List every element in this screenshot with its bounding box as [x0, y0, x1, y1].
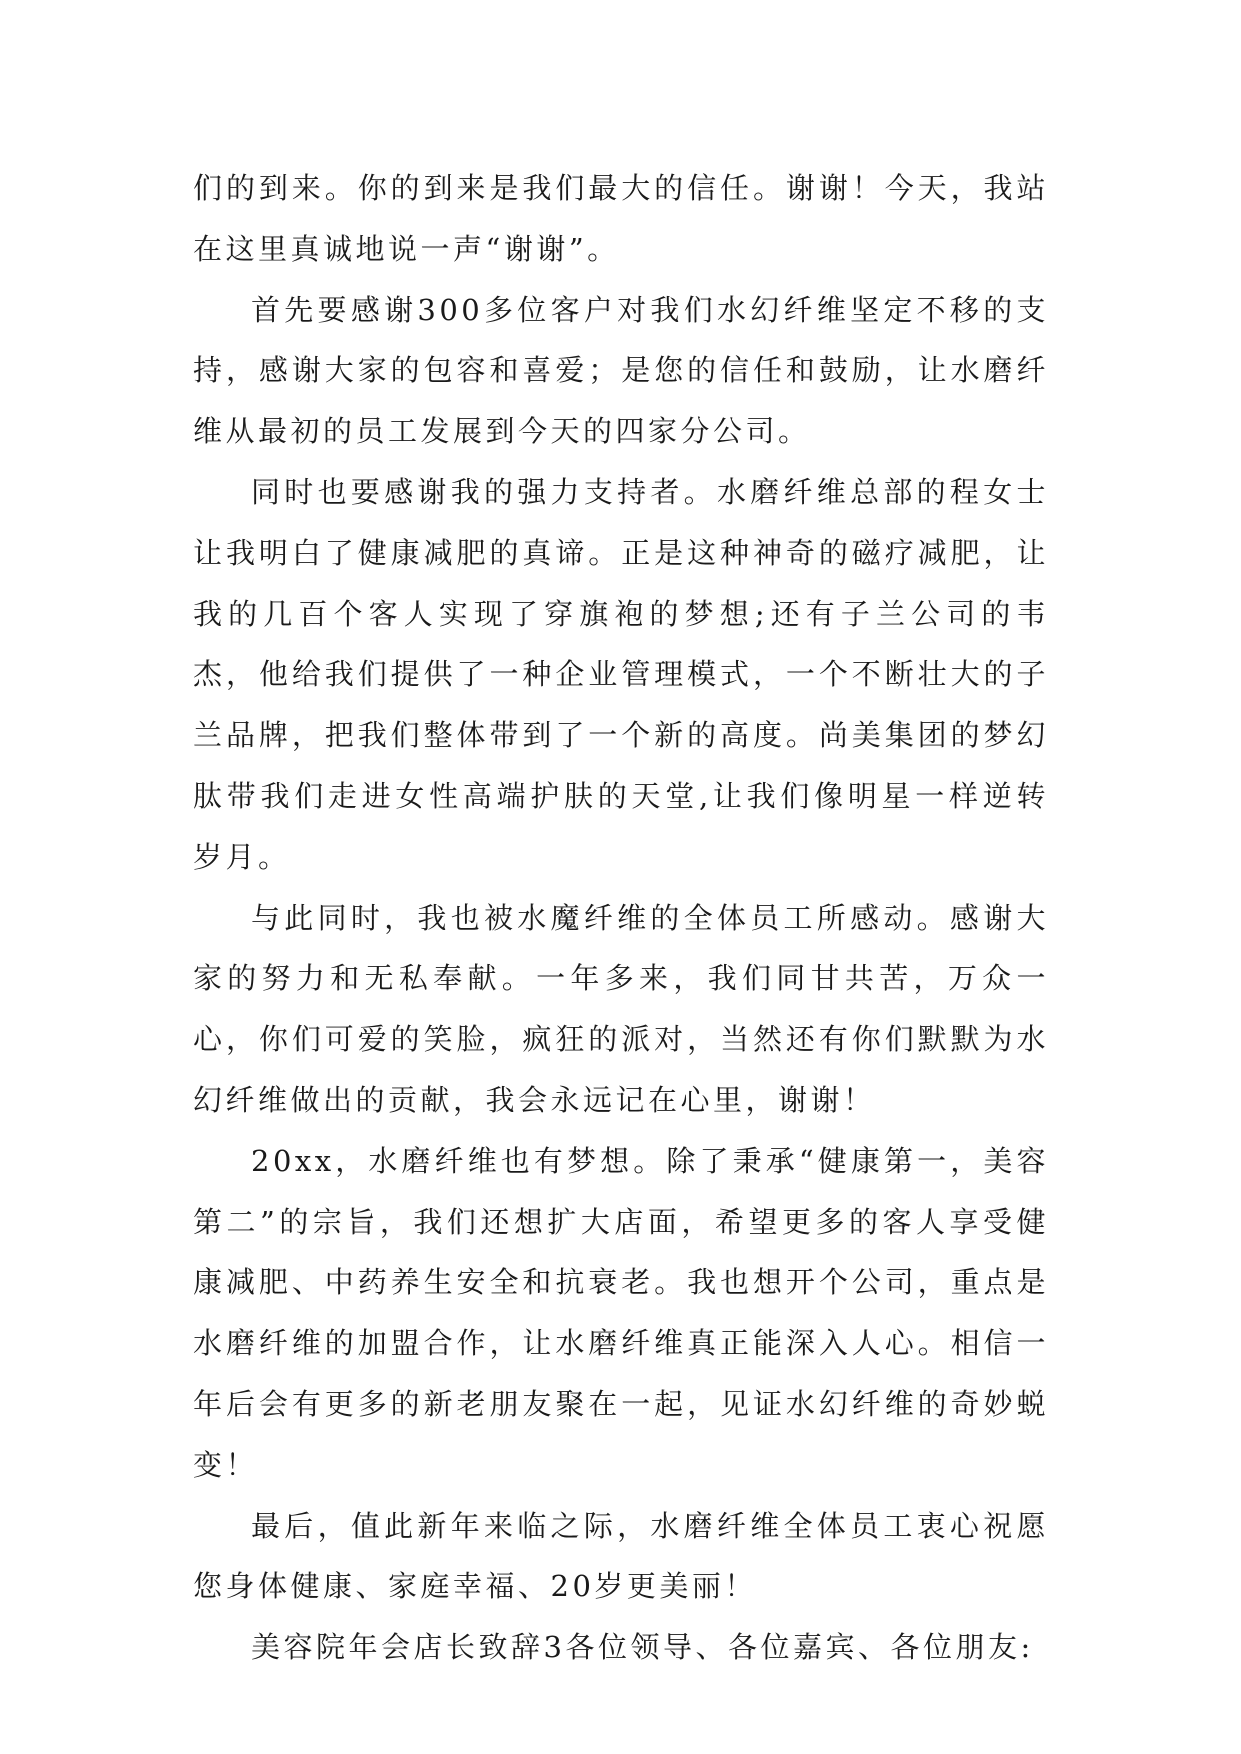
paragraph-staff-thanks: 与此同时，我也被水魔纤维的全体员工所感动。感谢大家的努力和无私奉献。一年多来，我们同甘共苦，万众一心，你们可爱的笑脸，疯狂的派对，当然还有你们默默为水幻纤维做出的贡献，我会永远记在心里，谢谢！: [193, 900, 1049, 1117]
paragraph-dream: 20xx，水磨纤维也有梦想。除了秉承“健康第一，美容第二”的宗旨，我们还想扩大店面，希望更多的客人享受健康减肥、中药养生安全和抗衰老。我也想开个公司，重点是水磨纤维的加盟合作，让水磨纤维真正能深入人心。相信一年后会有更多的新老朋友聚在一起，见证水幻纤维的奇妙蜕变！: [193, 1143, 1049, 1482]
paragraph-thanks-continuation: 们的到来。你的到来是我们最大的信任。谢谢！今天，我站在这里真诚地说一声“谢谢”。: [193, 171, 1049, 266]
paragraph-customer-thanks: 首先要感谢300多位客户对我们水幻纤维坚定不移的支持，感谢大家的包容和喜爱；是您的信任和鼓励，让水磨纤维从最初的员工发展到今天的四家分公司。: [193, 292, 1049, 449]
paragraph-supporter-thanks: 同时也要感谢我的强力支持者。水磨纤维总部的程女士让我明白了健康减肥的真谛。正是这种神奇的磁疗减肥，让我的几百个客人实现了穿旗袍的梦想;还有子兰公司的韦杰，他给我们提供了一种企业管理模式，一个不断壮大的子兰品牌，把我们整体带到了一个新的高度。尚美集团的梦幻肽带我们走进女性高端护肤的天堂,让我们像明星一样逆转岁月。: [193, 474, 1049, 874]
paragraph-next-speech-heading: 美容院年会店长致辞3各位领导、各位嘉宾、各位朋友:: [251, 1630, 1034, 1665]
document-body: [193, 158, 1049, 1678]
paragraph-new-year-wishes: 最后，值此新年来临之际，水磨纤维全体员工衷心祝愿您身体健康、家庭幸福、20岁更美丽！: [193, 1508, 1049, 1604]
